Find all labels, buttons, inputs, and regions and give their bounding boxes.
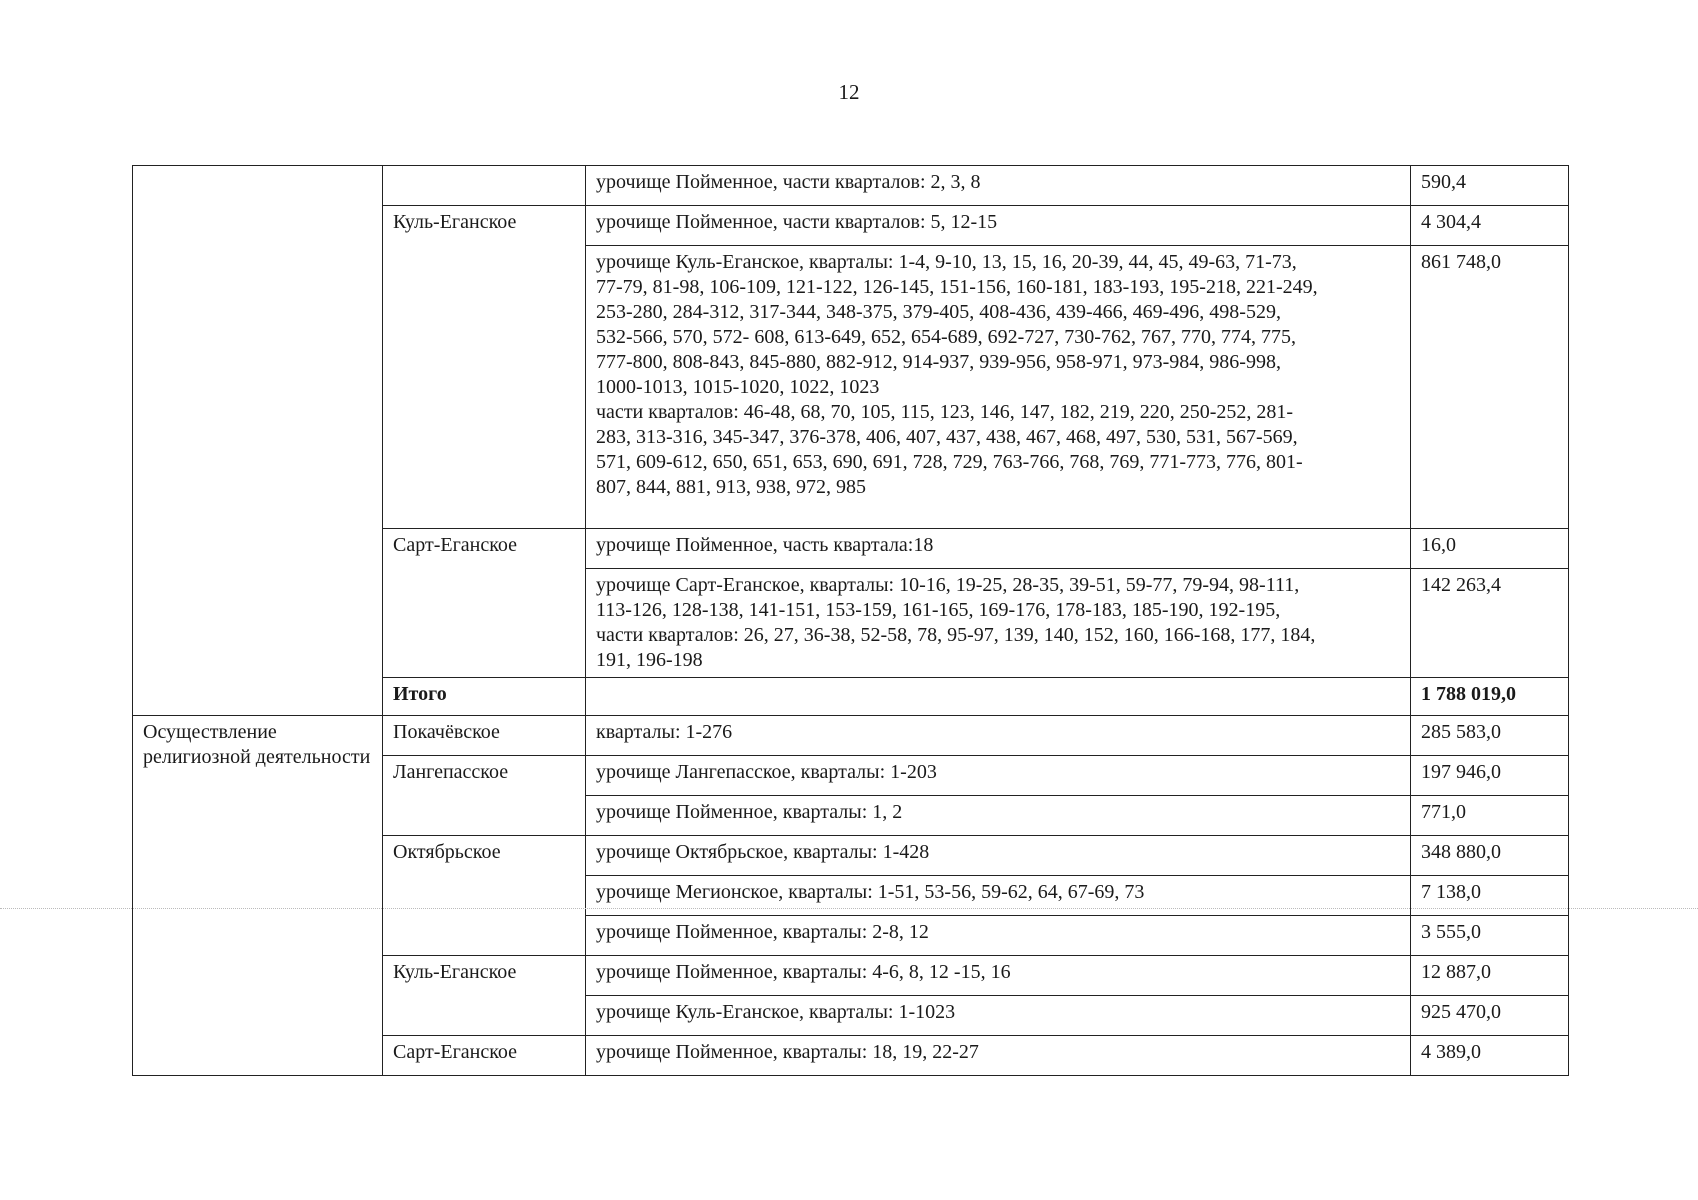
area-cell: 142 263,4 <box>1411 569 1569 678</box>
tract-cell: урочище Лангепасское, кварталы: 1-203 <box>586 756 1411 796</box>
tract-cell: урочище Мегионское, кварталы: 1-51, 53-56, 59-62, 64, 67-69, 73 <box>586 876 1411 916</box>
area-cell: 925 470,0 <box>1411 996 1569 1036</box>
area-cell: 4 304,4 <box>1411 206 1569 246</box>
table-row <box>133 166 1569 206</box>
tract-line: 532-566, 570, 572- 608, 613-649, 652, 654-689, 692-727, 730-762, 767, 770, 774, 775, <box>596 326 1296 348</box>
area-cell: 3 555,0 <box>1411 916 1569 956</box>
area-cell: 16,0 <box>1411 529 1569 569</box>
tract-cell: урочище Пойменное, части кварталов: 5, 12-15 <box>586 206 1411 246</box>
tract-line: 253-280, 284-312, 317-344, 348-375, 379-405, 408-436, 439-466, 469-496, 498-529, <box>596 301 1281 323</box>
scan-artifact-line <box>0 908 1698 909</box>
tract-line: урочище Сарт-Еганское, кварталы: 10-16, 19-25, 28-35, 39-51, 59-77, 79-94, 98-111, <box>596 574 1300 596</box>
total-value: 1 788 019,0 <box>1411 678 1569 716</box>
tract-cell: урочище Пойменное, кварталы: 2-8, 12 <box>586 916 1411 956</box>
area-cell: 7 138,0 <box>1411 876 1569 916</box>
district-cell: Куль-Еганское <box>383 206 586 529</box>
tract-cell: урочище Пойменное, части кварталов: 2, 3, 8 <box>586 166 1411 206</box>
district-cell <box>383 166 586 206</box>
category-cell <box>133 166 383 716</box>
tract-cell <box>586 569 1411 678</box>
area-cell: 771,0 <box>1411 796 1569 836</box>
total-label: Итого <box>383 678 586 716</box>
district-cell: Лангепасское <box>383 756 586 836</box>
tract-line: 571, 609-612, 650, 651, 653, 690, 691, 728, 729, 763-766, 768, 769, 771-773, 776, 801- <box>596 451 1303 473</box>
tract-cell: урочище Пойменное, кварталы: 4-6, 8, 12 -15, 16 <box>586 956 1411 996</box>
district-cell: Покачёвское <box>383 716 586 756</box>
area-cell: 4 389,0 <box>1411 1036 1569 1076</box>
tract-line: 113-126, 128-138, 141-151, 153-159, 161-165, 169-176, 178-183, 185-190, 192-195, <box>596 599 1281 621</box>
forest-quarters-table <box>132 165 1569 1076</box>
tract-line: части кварталов: 26, 27, 36-38, 52-58, 78, 95-97, 139, 140, 152, 160, 166-168, 177, 184, <box>596 624 1316 646</box>
tract-line: урочище Куль-Еганское, кварталы: 1-4, 9-10, 13, 15, 16, 20-39, 44, 45, 49-63, 71-73, <box>596 251 1297 273</box>
district-cell: Сарт-Еганское <box>383 529 586 678</box>
tract-cell: урочище Пойменное, кварталы: 18, 19, 22-27 <box>586 1036 1411 1076</box>
tract-line: 807, 844, 881, 913, 938, 972, 985 <box>596 476 866 498</box>
tract-line: 777-800, 808-843, 845-880, 882-912, 914-937, 939-956, 958-971, 973-984, 986-998, <box>596 351 1281 373</box>
tract-cell <box>586 246 1411 529</box>
page-number: 12 <box>838 80 860 104</box>
district-cell: Куль-Еганское <box>383 956 586 1036</box>
tract-cell <box>586 678 1411 716</box>
tract-line: части кварталов: 46-48, 68, 70, 105, 115, 123, 146, 147, 182, 219, 220, 250-252, 281- <box>596 401 1294 423</box>
area-cell: 12 887,0 <box>1411 956 1569 996</box>
district-cell: Октябрьское <box>383 836 586 956</box>
area-cell: 285 583,0 <box>1411 716 1569 756</box>
area-cell: 590,4 <box>1411 166 1569 206</box>
tract-cell: урочище Пойменное, кварталы: 1, 2 <box>586 796 1411 836</box>
tract-line: 1000-1013, 1015-1020, 1022, 1023 <box>596 376 880 398</box>
category-cell: Осуществление религиозной деятельности <box>133 716 383 1076</box>
tract-line: 283, 313-316, 345-347, 376-378, 406, 407, 437, 438, 467, 468, 497, 530, 531, 567-569, <box>596 426 1298 448</box>
area-cell: 348 880,0 <box>1411 836 1569 876</box>
district-cell: Сарт-Еганское <box>383 1036 586 1076</box>
tract-cell: урочище Куль-Еганское, кварталы: 1-1023 <box>586 996 1411 1036</box>
tract-line: 191, 196-198 <box>596 649 703 671</box>
tract-cell: урочище Октябрьское, кварталы: 1-428 <box>586 836 1411 876</box>
area-cell: 861 748,0 <box>1411 246 1569 529</box>
tract-line: 77-79, 81-98, 106-109, 121-122, 126-145, 151-156, 160-181, 183-193, 195-218, 221-249, <box>596 276 1318 298</box>
tract-cell: урочище Пойменное, часть квартала:18 <box>586 529 1411 569</box>
tract-cell: кварталы: 1-276 <box>586 716 1411 756</box>
area-cell: 197 946,0 <box>1411 756 1569 796</box>
table-row <box>133 716 1569 756</box>
